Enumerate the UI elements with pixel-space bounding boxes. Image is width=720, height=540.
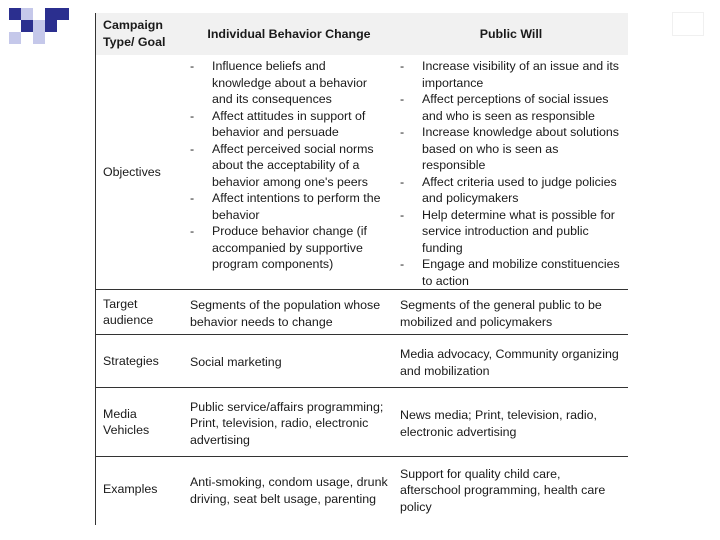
objectives-public-list xyxy=(400,58,622,289)
row-label-target-audience: Target audience xyxy=(103,296,154,327)
table-row-media-vehicles xyxy=(96,388,628,457)
logo-square xyxy=(21,20,33,32)
campaign-comparison-table xyxy=(96,13,628,521)
header-public-will: Public Will xyxy=(394,13,628,55)
row-label-media-vehicles: Media Vehicles xyxy=(103,406,150,437)
logo-square xyxy=(33,32,45,44)
row-label-examples: Examples xyxy=(103,481,158,496)
table-row-objectives xyxy=(96,55,628,290)
row-label-strategies: Strategies xyxy=(103,353,159,368)
media-individual-cell: Public service/affairs programming; Print, television, radio, electronic advertising xyxy=(190,399,384,447)
slide-logo xyxy=(3,4,75,52)
logo-square xyxy=(57,8,69,20)
list-item: - Increase knowledge about solutions based on who is seen as responsible xyxy=(400,125,620,172)
table-header-row xyxy=(96,13,628,55)
list-item: - Affect perceptions of social issues and who is seen as responsible xyxy=(400,92,609,123)
objectives-individual-cell xyxy=(184,55,394,290)
list-item: - Produce behavior change (if accompanied by supportive program components) xyxy=(190,224,367,271)
table-row-strategies xyxy=(96,335,628,388)
header-campaign-type: Campaign Type/ Goal xyxy=(96,13,184,55)
list-item: - Increase visibility of an issue and its importance xyxy=(400,59,619,90)
objectives-public-cell xyxy=(394,55,628,290)
list-item: - Help determine what is possible for service introduction and public funding xyxy=(400,207,615,255)
logo-square xyxy=(9,8,21,20)
logo-square xyxy=(9,32,21,44)
list-item: - Affect criteria used to judge policies and policymakers xyxy=(400,174,617,205)
logo-square xyxy=(45,8,57,20)
decorative-frame xyxy=(672,12,704,36)
strategies-individual-cell: Social marketing xyxy=(190,355,282,370)
examples-individual-cell: Anti-smoking, condom usage, drunk driving, seat belt usage, parenting xyxy=(190,475,388,506)
objectives-individual-list xyxy=(190,58,388,273)
header-individual-behavior: Individual Behavior Change xyxy=(184,13,394,55)
list-item: - Affect intentions to perform the behavior xyxy=(190,191,381,222)
strategies-public-cell: Media advocacy, Community organizing and mobilization xyxy=(400,347,619,378)
examples-public-cell: Support for quality child care, afterschool programming, health care policy xyxy=(400,466,606,514)
target-public-cell: Segments of the general public to be mobilized and policymakers xyxy=(400,298,602,329)
list-item: - Affect perceived social norms about the acceptability of a behavior among one's peers xyxy=(190,141,374,189)
list-item: - Influence beliefs and knowledge about a behavior and its consequences xyxy=(190,59,367,106)
table-left-rule xyxy=(95,13,96,525)
row-label-objectives: Objectives xyxy=(103,164,161,179)
media-public-cell: News media; Print, television, radio, electronic advertising xyxy=(400,408,597,439)
list-item: - Engage and mobilize constituencies to action xyxy=(400,257,620,288)
logo-square xyxy=(45,20,57,32)
table-row-examples xyxy=(96,457,628,522)
logo-square xyxy=(21,8,33,20)
table-row-target-audience xyxy=(96,290,628,335)
logo-square xyxy=(33,20,45,32)
list-item: - Affect attitudes in support of behavior and persuade xyxy=(190,108,366,139)
target-individual-cell: Segments of the population whose behavior needs to change xyxy=(190,298,381,329)
